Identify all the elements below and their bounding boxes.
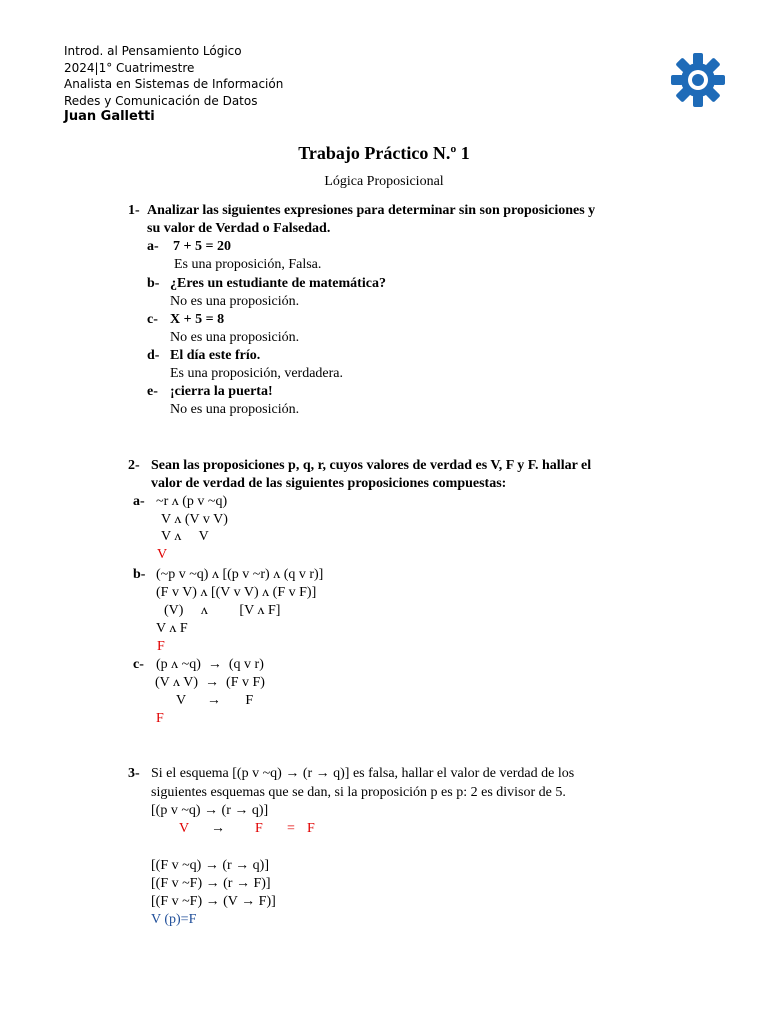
- q1-item-expr: 7 + 5 = 20: [173, 239, 231, 254]
- q1-item-answer: Es una proposición, verdadera.: [170, 366, 343, 381]
- q2b-result: F: [157, 639, 165, 654]
- q1-item-expr: El día este frío.: [170, 348, 261, 363]
- q1-text-line2: su valor de Verdad o Falsedad.: [147, 221, 331, 236]
- header-term: 2024|1° Cuatrimestre: [64, 61, 195, 75]
- header-subject: Redes y Comunicación de Datos: [64, 94, 258, 108]
- q1-item-label: d-: [147, 348, 160, 363]
- q2b-line: V ʌ F: [156, 621, 188, 636]
- q2b-line: (F v V) ʌ [(V v V) ʌ (F v F)]: [156, 585, 317, 600]
- q3-final: V (p)=F: [151, 912, 197, 927]
- q2a-line: V ʌ V: [161, 529, 209, 544]
- q2a-label: a-: [133, 494, 145, 509]
- q3-eval-arrow: →: [211, 821, 225, 836]
- q3-eval-f: F: [255, 821, 263, 836]
- q2-text-line1: Sean las proposiciones p, q, r, cuyos valores de verdad es V, F y F. hallar el: [151, 458, 592, 473]
- q1-item-expr: ¿Eres un estudiante de matemática?: [170, 276, 386, 291]
- q1-item-label: a-: [147, 239, 159, 254]
- header-course: Introd. al Pensamiento Lógico: [64, 44, 242, 58]
- q3-number: 3-: [128, 766, 140, 781]
- q3-schema-line: [(F v ~q) → (r → q)]: [151, 858, 269, 873]
- q2b-line: (~p v ~q) ʌ [(p v ~r) ʌ (q v r)]: [156, 567, 324, 582]
- q3-eval-result: F: [307, 821, 315, 836]
- q3-schema-line: [(F v ~F) → (r → F)]: [151, 876, 271, 891]
- q1-item-expr: X + 5 = 8: [170, 312, 225, 327]
- gear-logo-icon: [670, 52, 726, 108]
- q2a-result: V: [157, 547, 168, 562]
- q2a-line: ~r ʌ (p v ~q): [156, 494, 228, 509]
- q2c-label: c-: [133, 657, 144, 672]
- q2-text-line2: valor de verdad de las siguientes proposiciones compuestas:: [151, 476, 507, 491]
- q2b-label: b-: [133, 567, 146, 582]
- q1-text-line1: Analizar las siguientes expresiones para determinar sin son proposiciones y: [147, 203, 596, 218]
- page-subtitle: Lógica Proposicional: [324, 174, 444, 189]
- q1-number: 1-: [128, 203, 140, 218]
- header-author: Juan Galletti: [64, 109, 155, 124]
- q1-item-label: c-: [147, 312, 158, 327]
- q2c-result: F: [156, 711, 164, 726]
- q1-item-label: e-: [147, 384, 158, 399]
- q2c-line: V → F: [176, 693, 254, 708]
- header-career: Analista en Sistemas de Información: [64, 77, 284, 91]
- q3-schema-line: [(F v ~F) → (V → F)]: [151, 894, 276, 909]
- q1-item-expr: ¡cierra la puerta!: [170, 384, 273, 399]
- q2c-line: (p ʌ ~q) → (q v r): [156, 657, 264, 672]
- q1-item-label: b-: [147, 276, 160, 291]
- q1-item-answer: Es una proposición, Falsa.: [174, 257, 322, 272]
- q3-eval-eq: =: [287, 821, 295, 836]
- q3-text-line2: siguientes esquemas que se dan, si la proposición p es p: 2 es divisor de 5.: [151, 785, 566, 800]
- q1-item-answer: No es una proposición.: [170, 294, 300, 309]
- q2-number: 2-: [128, 458, 140, 473]
- q1-item-answer: No es una proposición.: [170, 330, 300, 345]
- q2b-line: (V) ʌ [V ʌ F]: [164, 603, 281, 618]
- q3-schema-line: [(p v ~q) → (r → q)]: [151, 803, 269, 818]
- q2c-line: (V ʌ V) → (F v F): [155, 675, 265, 690]
- q3-text-line1: Si el esquema [(p v ~q) → (r → q)] es falsa, hallar el valor de verdad de los: [151, 766, 575, 781]
- q2a-line: V ʌ (V v V): [161, 512, 228, 527]
- q1-item-answer: No es una proposición.: [170, 402, 300, 417]
- page-title: Trabajo Práctico N.º 1: [298, 143, 470, 163]
- q3-eval-v: V: [179, 821, 190, 836]
